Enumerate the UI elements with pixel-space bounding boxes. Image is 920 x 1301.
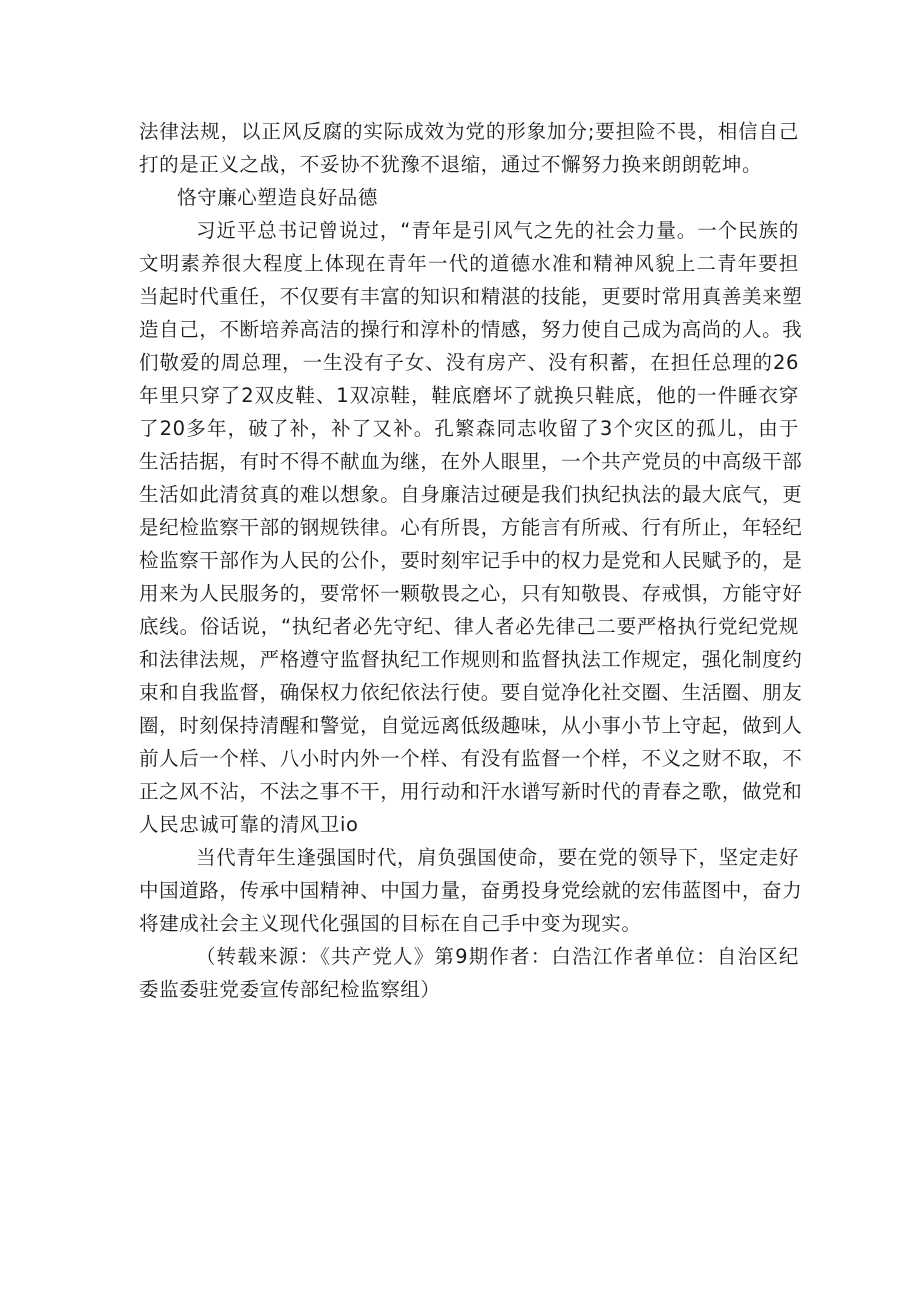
- text-line: 底线。俗话说，“执纪者必先守纪、律人者必先律己二要严格执行党纪党规: [139, 615, 799, 638]
- text-line: 生活如此清贫真的难以想象。自身廉洁过硬是我们执纪执法的最大底气，更: [139, 483, 803, 506]
- text-line: 了20多年，破了补，补了又补。孔繁森同志收留了3个灾区的孤儿，由于: [139, 417, 799, 440]
- text-line: 法律法规，以正风反腐的实际成效为党的形象加分;要担险不畏，相信自己: [139, 120, 799, 143]
- text-line: 是纪检监察干部的钢规铁律。心有所畏，方能言有所戒、行有所止，年轻纪: [139, 516, 803, 539]
- text-line: 们敬爱的周总理，一生没有子女、没有房产、没有积蓄，在担任总理的26: [139, 351, 799, 374]
- text-line: 正之风不沾，不法之事不干，用行动和汗水谱写新时代的青春之歌，做党和: [139, 780, 803, 803]
- text-line: 圈，时刻保持清醒和警觉，自觉远离低级趣味，从小事小节上守起，做到人: [139, 714, 803, 737]
- section-heading: 恪守廉心塑造良好品德: [177, 186, 379, 209]
- text-line: 习近平总书记曾说过，“青年是引风气之先的社会力量。一个民族的: [196, 219, 799, 242]
- text-line: 中国道路，传承中国精神、中国力量，奋勇投身党绘就的宏伟蓝图中，奋力: [139, 879, 803, 902]
- text-line: 束和自我监督，确保权力依纪依法行使。要自觉净化社交圈、生活圈、朋友: [139, 681, 803, 704]
- text-line: 检监察干部作为人民的公仆，要时刻牢记手中的权力是党和人民赋予的，是: [139, 549, 803, 572]
- text-line: 人民忠诚可靠的清风卫io: [139, 813, 359, 836]
- source-note: 委监委驻党委宣传部纪检监察组）: [139, 978, 441, 1001]
- text-line: 文明素养很大程度上体现在青年一代的道德水准和精神风貌上二青年要担: [139, 252, 799, 275]
- text-line: 生活拮据，有时不得不献血为继，在外人眼里，一个共产党员的中高级干部: [139, 450, 803, 473]
- text-line: 当代青年生逢强国时代，肩负强国使命，要在党的领导下，坚定走好: [196, 846, 800, 869]
- text-line: 将建成社会主义现代化强国的目标在自己手中变为现实。: [139, 912, 642, 935]
- text-line: 用来为人民服务的，要常怀一颗敬畏之心，只有知敬畏、存戒惧，方能守好: [139, 582, 803, 605]
- text-line: 打的是正义之战，不妥协不犹豫不退缩，通过不懈努力换来朗朗乾坤。: [139, 153, 763, 176]
- text-line: 前人后一个样、八小时内外一个样、有没有监督一个样，不义之财不取，不: [139, 747, 803, 770]
- text-line: 年里只穿了2双皮鞋、1双凉鞋，鞋底磨坏了就换只鞋底，他的一件睡衣穿: [139, 384, 799, 407]
- text-line: 和法律法规，严格遵守监督执纪工作规则和监督执法工作规定，强化制度约: [139, 648, 803, 671]
- text-line: 当起时代重任，不仅要有丰富的知识和精湛的技能，更要时常用真善美来塑: [139, 285, 803, 308]
- text-line: 造自己，不断培养高洁的操行和淳朴的情感，努力使自己成为高尚的人。我: [139, 318, 803, 341]
- source-note: （转载来源：《共产党人》第9期作者：白浩江作者单位：自治区纪: [196, 945, 799, 968]
